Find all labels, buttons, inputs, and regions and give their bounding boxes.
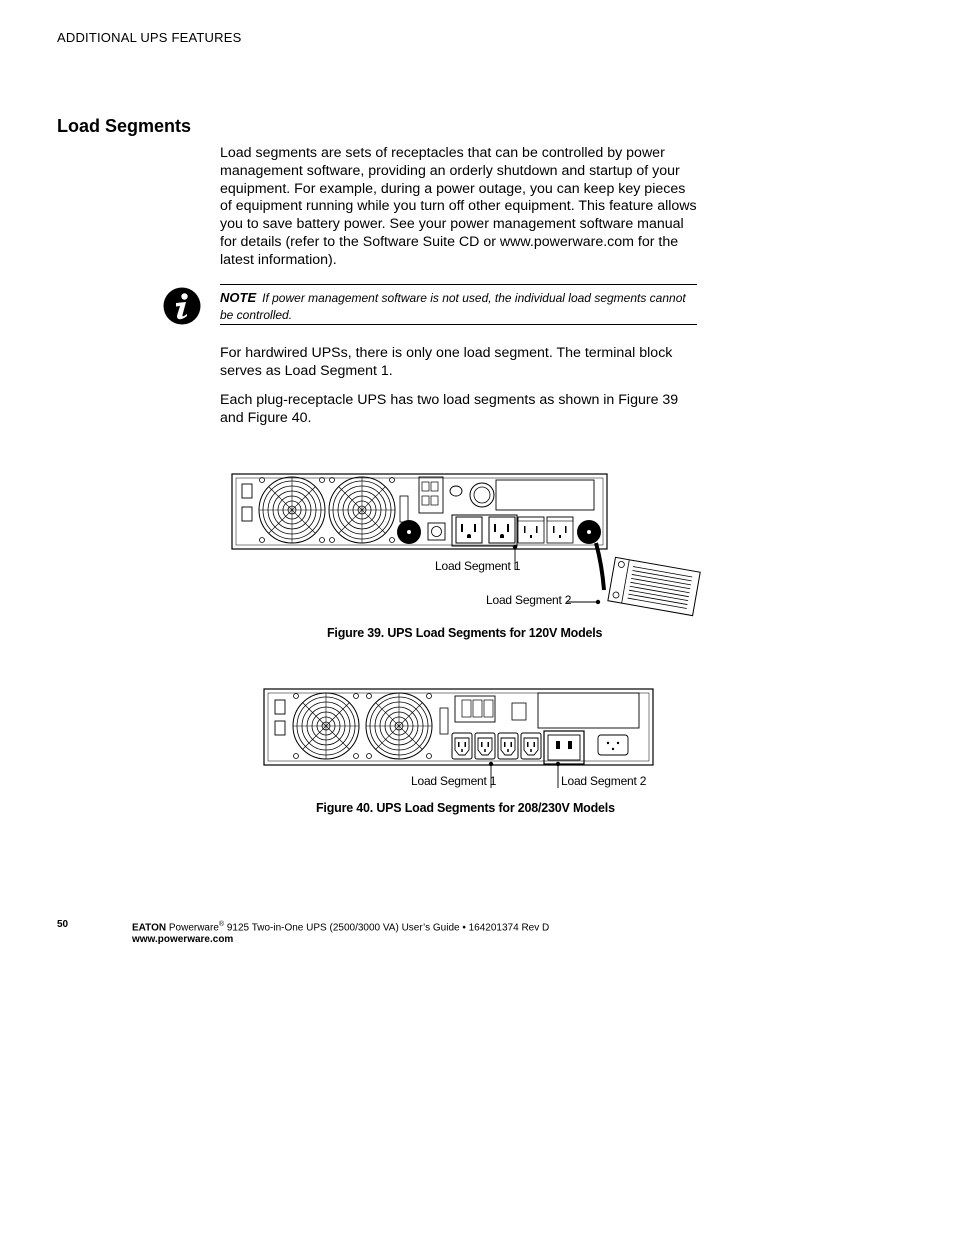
intro-paragraph: Load segments are sets of receptacles that can be controlled by power management software, providing an orderly shutdown and startup of your equipment. For example, during a power outage, you can keep key pieces of equipment running while you turn off other equipment. This feature allows you to save battery power. See your power management software manual for details (refer to the Software Suite CD or www.powerware.com for the latest information).	[220, 145, 697, 268]
figure39-caption: Figure 39. UPS Load Segments for 120V Models	[327, 626, 603, 640]
footer-product: Powerware	[168, 922, 219, 934]
note-label: NOTE	[220, 290, 257, 305]
footer-url: www.powerware.com	[132, 934, 234, 946]
fig40-callout-load-segment-2: Load Segment 2	[561, 774, 647, 788]
footer-title-rest: 9125 Two-in-One UPS (2500/3000 VA) User’s Guide • 164201374 Rev D	[226, 922, 550, 934]
footer-title	[132, 919, 549, 946]
running-header: ADDITIONAL UPS FEATURES	[57, 30, 242, 45]
fig39-callout-load-segment-1: Load Segment 1	[435, 559, 521, 573]
figure40-caption: Figure 40. UPS Load Segments for 208/230V Models	[316, 801, 615, 815]
footer-brand: EATON	[132, 922, 167, 934]
figure39-ups-rear-panel	[232, 474, 700, 616]
footer-reg-mark: ®	[218, 921, 225, 928]
page-number: 50	[57, 919, 69, 930]
plug-receptacle-paragraph: Each plug-receptacle UPS has two load segments as shown in Figure 39 and Figure 40.	[220, 392, 679, 426]
section-title: Load Segments	[57, 116, 192, 136]
fig39-callout-load-segment-2: Load Segment 2	[486, 593, 572, 607]
hardwired-paragraph: For hardwired UPSs, there is only one load segment. The terminal block serves as Load Segment 1.	[220, 345, 673, 379]
note-text: If power management software is not used, the individual load segments cannot be controlled.	[220, 291, 686, 322]
fig40-callout-load-segment-1: Load Segment 1	[411, 774, 497, 788]
